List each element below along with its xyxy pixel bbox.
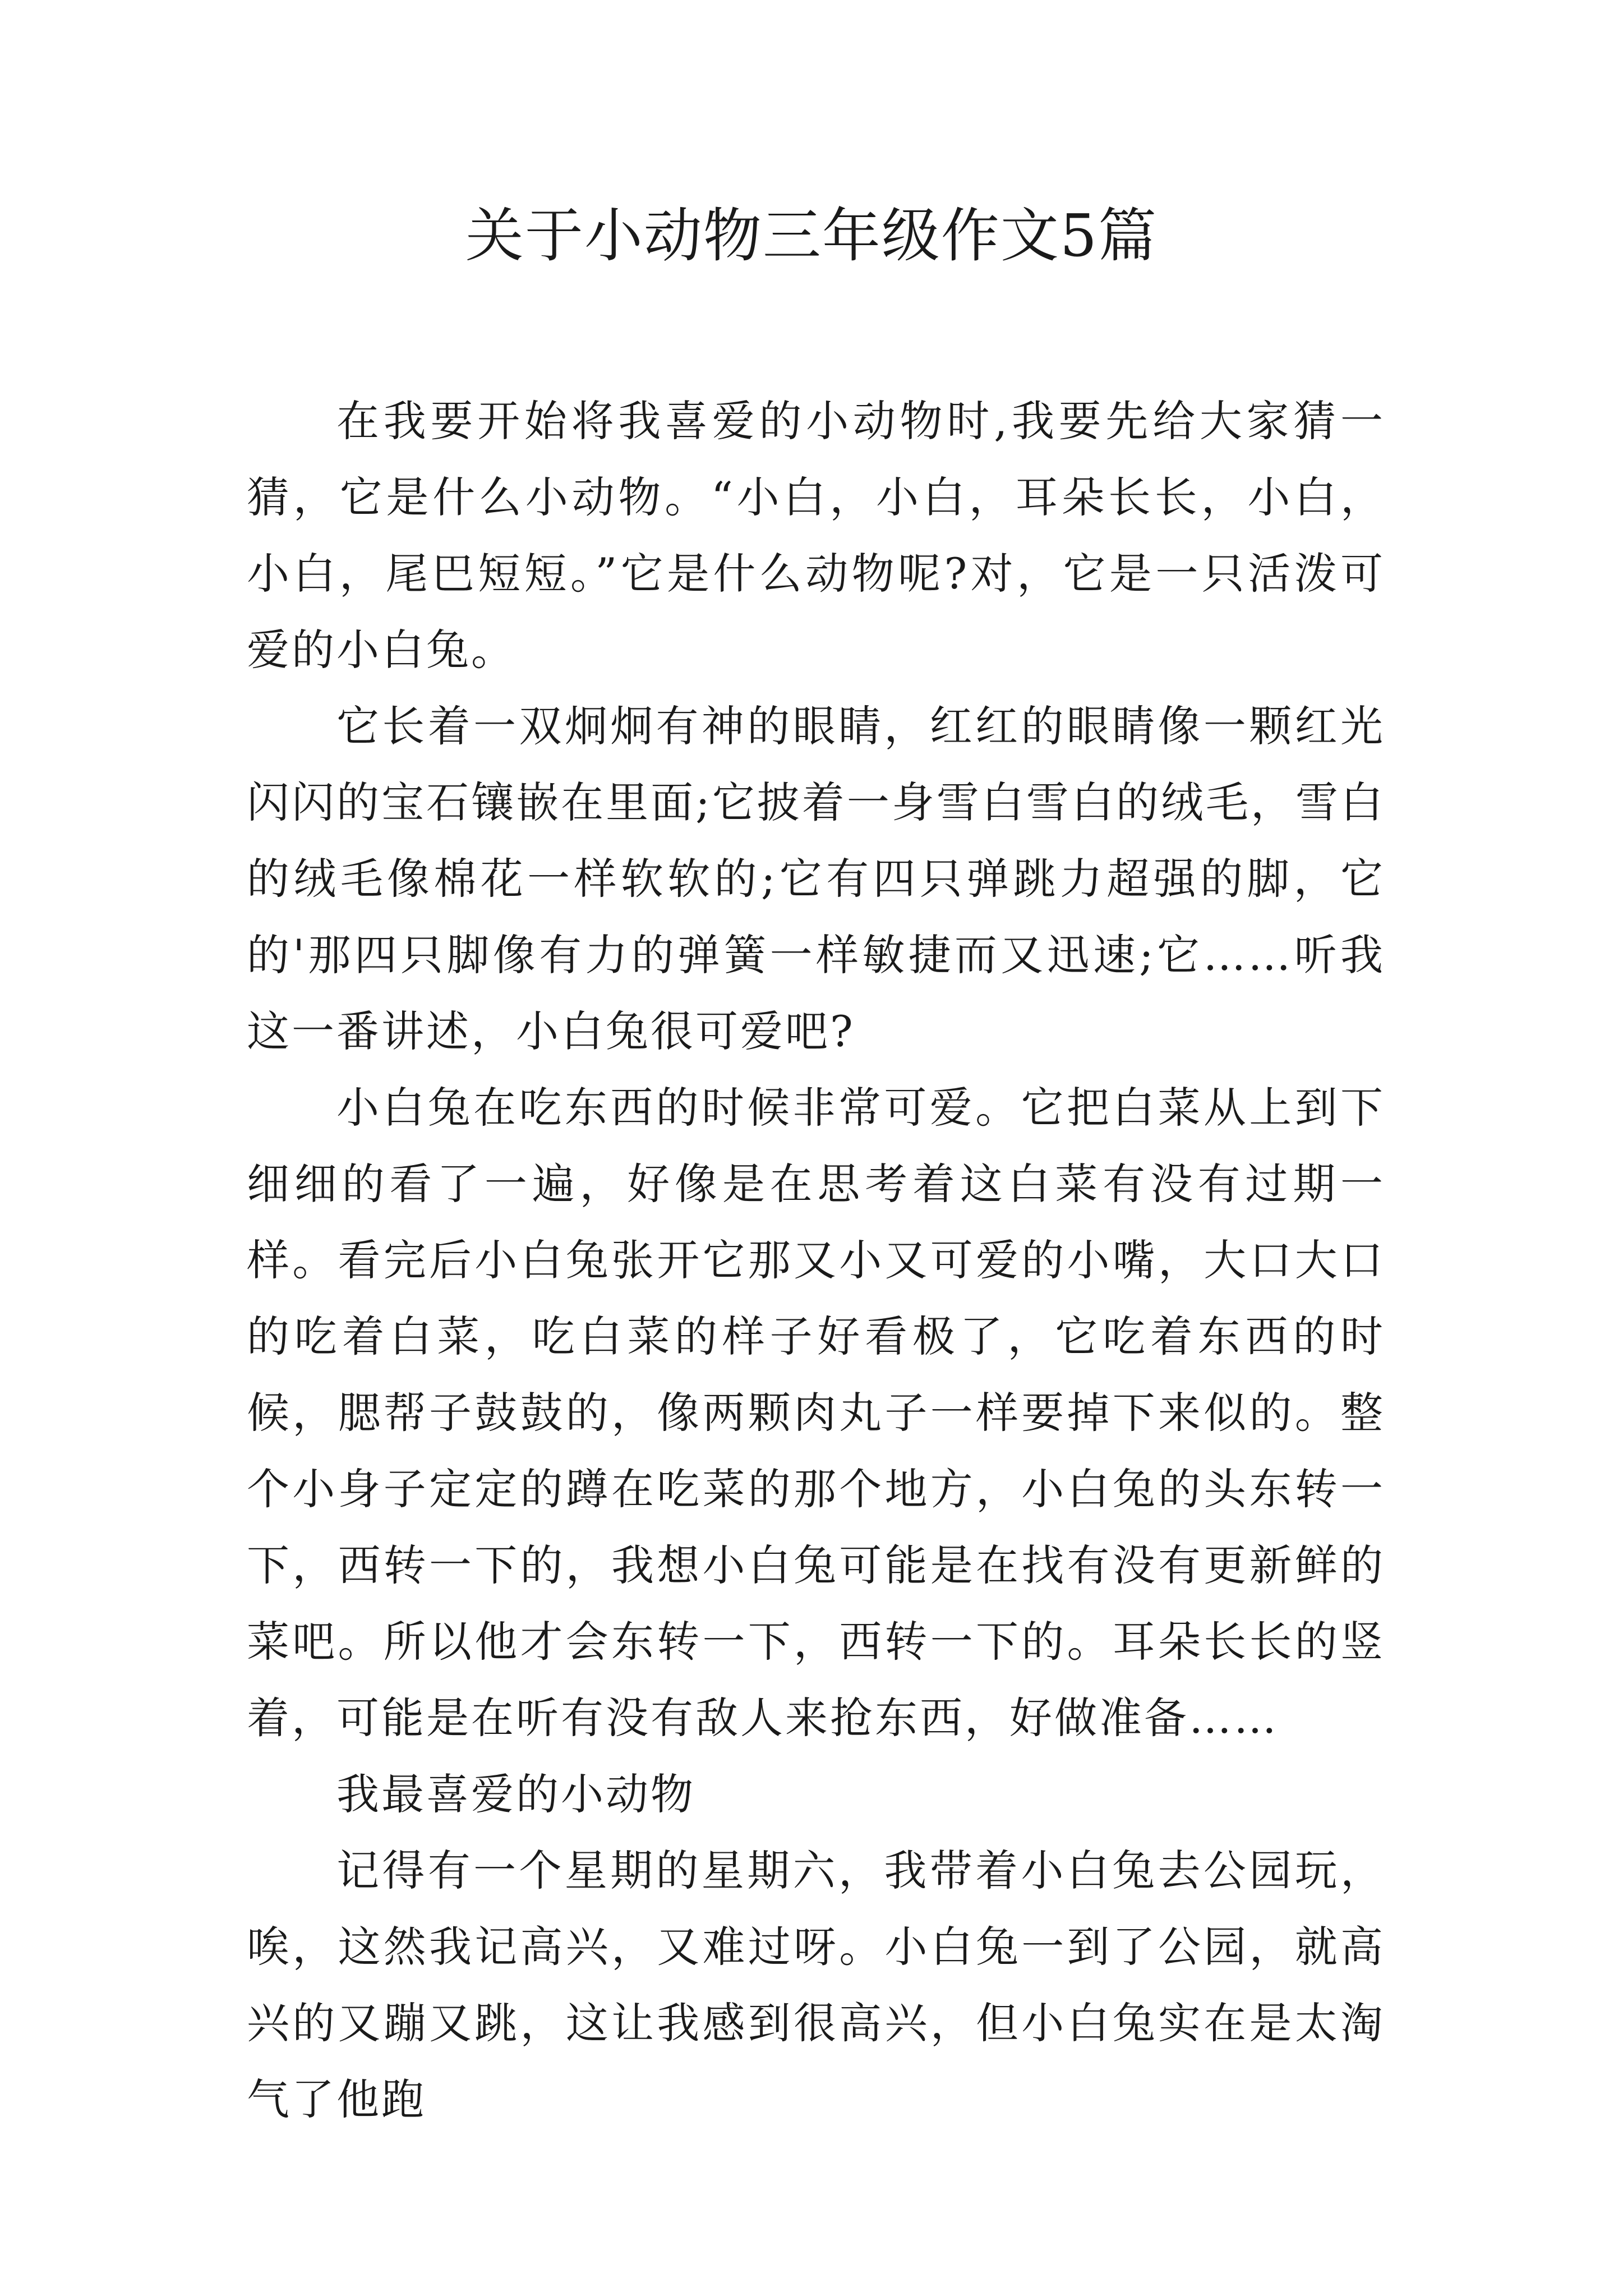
section-heading: 我最喜爱的小动物 — [336, 1769, 695, 1819]
paragraph: 小白兔在吃东西的时候非常可爱。它把白菜从上到下细细的看了一遍，好像是在思考着这白菜有没有过期一样。看完后小白兔张开它那又小又可爱的小嘴，大口大口的吃着白菜，吃白菜的样子好看极了，它吃着东西的时候，腮帮子鼓鼓的，像两颗肉丸子一样要掉下来似的。整个小身子定定的蹲在吃菜的那个地方，小白兔的头东转一下，西转一下的，我想小白兔可能是在找有没有更新鲜的菜吧。所以他才会东转一下，西转一下的。耳朵长长的竖着，可能是在听有没有敌人来抢东西，好做准备…… — [247, 1083, 1385, 1743]
document-title: 关于小动物三年级作文5篇 — [465, 201, 1158, 270]
paragraph: 记得有一个星期的星期六，我带着小白兔去公园玩，唉，这然我记高兴，又难过呀。小白兔一到了公园，就高兴的又蹦又跳，这让我感到很高兴，但小白兔实在是太淘气了他跑 — [247, 1846, 1385, 2124]
paragraph: 在我要开始将我喜爱的小动物时,我要先给大家猜一猜，它是什么小动物。“小白，小白，耳朵长长，小白，小白，尾巴短短。”它是什么动物呢?对，它是一只活泼可爱的小白兔。 — [247, 396, 1385, 675]
paragraph: 它长着一双炯炯有神的眼睛，红红的眼睛像一颗红光闪闪的宝石镶嵌在里面;它披着一身雪白雪白的绒毛，雪白的绒毛像棉花一样软软的;它有四只弹跳力超强的脚，它的'那四只脚像有力的弹簧一样敏捷而又迅速;它……听我这一番讲述，小白兔很可爱吧? — [247, 701, 1385, 1056]
document-body — [247, 383, 1385, 2138]
